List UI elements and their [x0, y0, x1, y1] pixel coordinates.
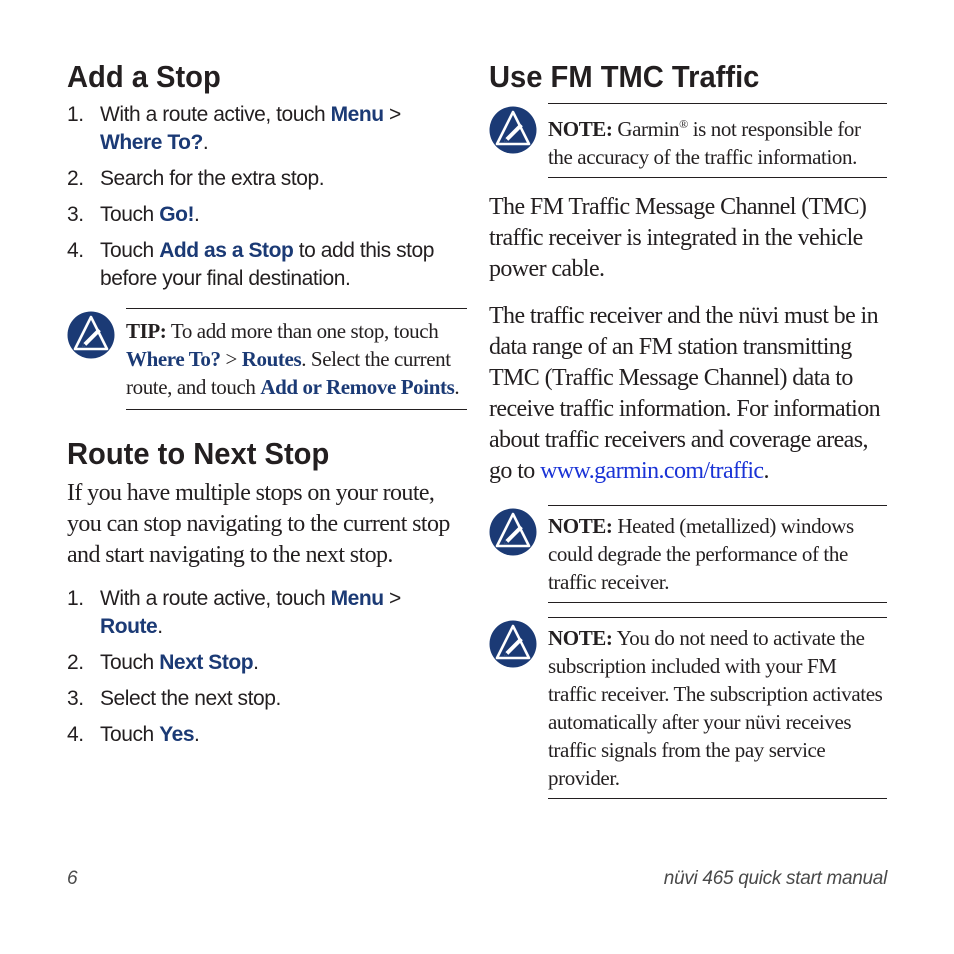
- manual-title: nüvi 465 quick start manual: [663, 868, 887, 889]
- tip-label: TIP:: [126, 319, 167, 344]
- add-stop-heading: Add a Stop: [67, 59, 221, 94]
- note-box-garmin: NOTE: Garmin® is not responsible for the accuracy of the traffic information.: [548, 103, 887, 178]
- step-item: 2. Search for the extra stop.: [67, 167, 325, 191]
- step-item: 4. Touch Add as a Stop to add this stop before your final destination.: [67, 239, 434, 291]
- next-stop-steps: [67, 585, 467, 749]
- next-stop-intro: If you have multiple stops on your route, you can stop navigating to the current stop and start navigating to the next stop.: [67, 480, 450, 569]
- page-number: 6: [67, 868, 78, 889]
- tmc-intro-paragraph: The FM Traffic Message Channel (TMC) traffic receiver is integrated in the vehicle power cable.: [489, 194, 867, 283]
- garmin-traffic-link[interactable]: www.garmin.com/traffic: [540, 458, 764, 485]
- note-label: NOTE:: [548, 514, 613, 539]
- yes-keyword: Yes: [159, 723, 195, 747]
- note-label: NOTE:: [548, 117, 613, 142]
- pencil-note-icon: [67, 311, 115, 359]
- step-item: 1. With a route active, touch Menu > Route.: [67, 587, 401, 639]
- step-item: 4. Touch Yes.: [67, 723, 200, 747]
- note-box-windows: NOTE: Heated (metallized) windows could degrade the performance of the traffic receiver.: [548, 505, 887, 603]
- step-item: 3. Select the next stop.: [67, 687, 281, 711]
- note-box-subscription: NOTE: You do not need to activate the subscription included with your FM traffic receiver. The subscription activates automatically after your nüvi receives traffic signals from the pay service provider.: [548, 617, 887, 799]
- menu-keyword: Menu: [330, 587, 384, 611]
- right-column: [489, 58, 887, 799]
- registered-mark: ®: [679, 117, 688, 132]
- tip-box: TIP: To add more than one stop, touch Where To? > Routes. Select the current route, and touch Add or Remove Points.: [126, 308, 467, 410]
- where-to-keyword: Where To?: [100, 131, 203, 155]
- pencil-note-icon: [489, 106, 537, 154]
- add-as-stop-keyword: Add as a Stop: [159, 239, 294, 263]
- step-item: 2. Touch Next Stop.: [67, 651, 259, 675]
- add-stop-steps: [67, 101, 467, 293]
- fm-tmc-heading: Use FM TMC Traffic: [489, 59, 760, 94]
- add-stop-section: [67, 58, 467, 410]
- pencil-note-icon: [489, 508, 537, 556]
- note-label: NOTE:: [548, 626, 613, 651]
- pencil-note-icon: [489, 620, 537, 668]
- route-keyword: Route: [100, 615, 158, 639]
- next-stop-section: [67, 435, 467, 749]
- left-column: [67, 58, 467, 757]
- go-keyword: Go!: [159, 203, 194, 227]
- tmc-range-paragraph: The traffic receiver and the nüvi must be in data range of an FM station transmitting TMC (Traffic Message Channel) data to receive traffic information. For information about traffic receivers and coverage areas, go to www.garmin.com/traffic.: [489, 303, 881, 485]
- menu-keyword: Menu: [330, 103, 384, 127]
- next-stop-keyword: Next Stop: [159, 651, 254, 675]
- step-item: 3. Touch Go!.: [67, 203, 200, 227]
- next-stop-heading: Route to Next Stop: [67, 436, 330, 472]
- step-item: 1. With a route active, touch Menu > Where To?.: [67, 103, 401, 155]
